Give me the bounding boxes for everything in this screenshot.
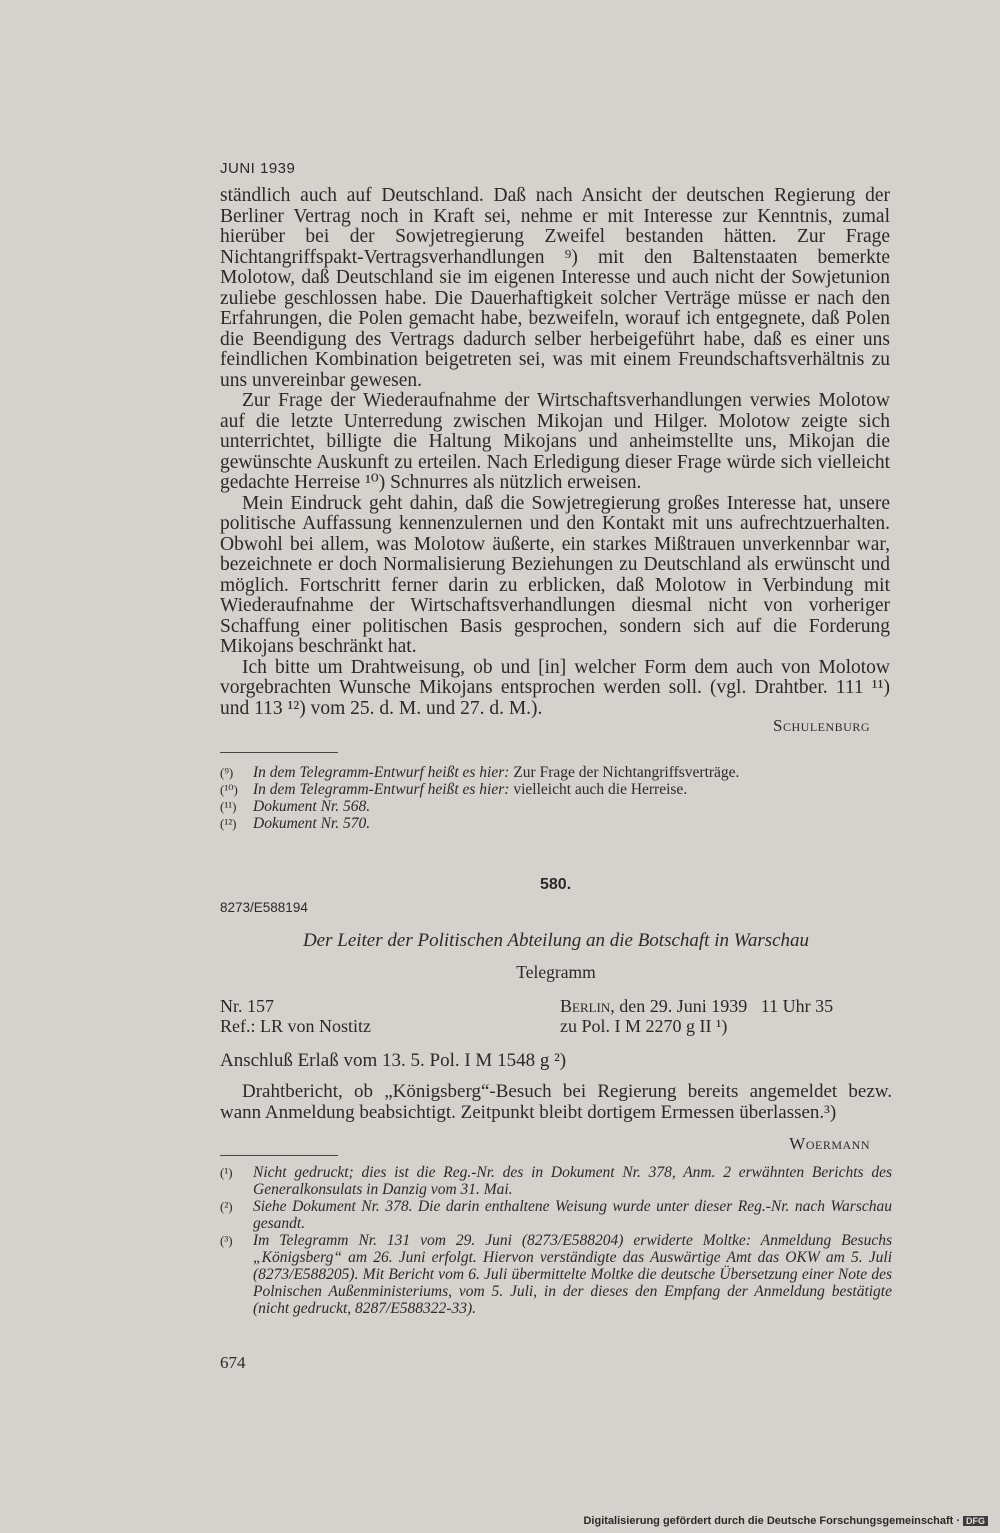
footnote-number: (²) bbox=[220, 1199, 233, 1214]
footnote-text: Siehe Dokument Nr. 378. Die darin enthaltene Weisung wurde unter dieser Reg.-Nr. nach Warschau gesandt. bbox=[253, 1198, 892, 1232]
dfg-logo: DFG bbox=[963, 1516, 988, 1526]
paragraph: Zur Frage der Wiederaufnahme der Wirtschaftsverhandlungen verwies Molotow auf die letzte Unterredung zwischen Mikojan und Hilger. Molotow zeigte sich unterrichtet, billigte die Haltung Mikojans und anheimstellte uns, Mikojan die gewünschte Auskunft zu erteilen. Nach Erledigung dieser Frage würde sich vielleicht gedachte Herreise ¹⁰) Schnurres als nützlich erweisen. bbox=[220, 390, 890, 493]
footnote bbox=[220, 1232, 892, 1317]
footnote bbox=[220, 781, 892, 798]
footnote-italic: Dokument Nr. 570. bbox=[253, 815, 371, 832]
telegram-ref: Ref.: LR von Nostitz bbox=[220, 1016, 371, 1036]
footnote-text: vielleicht auch die Herreise. bbox=[509, 781, 688, 798]
footnote-number: (⁹) bbox=[220, 765, 234, 780]
dfg-credit bbox=[583, 1515, 988, 1527]
telegram-body: Drahtbericht, ob „Königsberg“-Besuch bei Regierung bereits angemeldet bezw. wann Anmeldung beabsichtigt. Zeitpunkt bleibt dortigem Ermessen überlassen.³) bbox=[220, 1081, 892, 1123]
footnote bbox=[220, 1198, 892, 1232]
document-title: Der Leiter der Politischen Abteilung an die Botschaft in Warschau bbox=[302, 930, 810, 951]
telegram-date: , den 29. Juni 1939 11 Uhr 35 bbox=[610, 996, 834, 1016]
telegram-meta-right bbox=[560, 996, 833, 1036]
footnote-divider bbox=[220, 1155, 338, 1156]
telegram-meta-left bbox=[220, 996, 371, 1036]
paragraph: ständlich auch auf Deutschland. Daß nach Ansicht der deutschen Regierung der Berliner Vertrag noch in Kraft sei, nehme er mit Interesse zur Kenntnis, zumal hierüber bei der Sowjetregierung Zweifel bestanden hätten. Zur Frage Nichtangriffspakt-Vertragsverhandlungen ⁹) mit den Baltenstaaten bemerkte Molotow, daß Deutschland sie im eigenen Interesse und auch nicht der Sowjetunion zuliebe geschlossen habe. Die Dauerhaftigkeit solcher Verträge müsse er nach den Erfahrungen, die Polen gemacht habe, bezweifeln, worauf ich entgegnete, daß Polen die Beendigung des Vertrags dadurch selber herbeigeführt habe, daß es einer uns feindlichen Kombination beigetreten sei, was mit einem Freundschaftsverhältnis zu uns unvereinbar gewesen. bbox=[220, 185, 890, 391]
footnote-italic: In dem Telegramm-Entwurf heißt es hier: bbox=[253, 764, 510, 781]
footnote-number: (¹⁰) bbox=[220, 782, 238, 797]
footnotes-first bbox=[220, 764, 892, 832]
signature-woermann: Woermann bbox=[789, 1134, 870, 1153]
telegram-nr: Nr. 157 bbox=[220, 996, 274, 1016]
footnote-number: (¹) bbox=[220, 1165, 233, 1180]
footnote-italic: In dem Telegramm-Entwurf heißt es hier: bbox=[253, 781, 510, 798]
letter-body bbox=[220, 186, 890, 719]
signature-schulenburg: Schulenburg bbox=[773, 716, 870, 735]
footnote bbox=[220, 815, 892, 832]
footnote bbox=[220, 798, 892, 815]
page-number: 674 bbox=[220, 1353, 246, 1372]
footnote-text: Zur Frage der Nichtangriffsverträge. bbox=[509, 764, 740, 781]
telegram-place: Berlin bbox=[560, 996, 611, 1016]
footnote-number: (¹²) bbox=[220, 816, 237, 831]
footnotes-second bbox=[220, 1164, 892, 1317]
dfg-credit-text: Digitalisierung gefördert durch die Deutsche Forschungsgemeinschaft · bbox=[583, 1515, 960, 1527]
running-header: JUNI 1939 bbox=[220, 160, 296, 177]
paragraph: Ich bitte um Drahtweisung, ob und [in] welcher Form dem auch von Molotow vorgebrachten Wunsche Mikojans entsprochen werden soll. (vgl. Drahtber. 111 ¹¹) und 113 ¹²) vom 25. d. M. und 27. d. M.). bbox=[220, 656, 890, 719]
footnote-number: (³) bbox=[220, 1233, 233, 1248]
footnote-text: Nicht gedruckt; dies ist die Reg.-Nr. des in Dokument Nr. 378, Anm. 2 erwähnten Berichts des Generalkonsulats in Danzig vom 31. Mai. bbox=[253, 1164, 892, 1198]
file-number: 8273/E588194 bbox=[220, 900, 308, 915]
document-type: Telegramm bbox=[516, 962, 596, 982]
footnote-italic: Dokument Nr. 568. bbox=[253, 798, 371, 815]
telegram-pol: zu Pol. I M 2270 g II ¹) bbox=[560, 1016, 728, 1036]
footnote-number: (¹¹) bbox=[220, 799, 237, 814]
footnote bbox=[220, 1164, 892, 1198]
document-number: 580. bbox=[540, 876, 572, 893]
footnote-divider bbox=[220, 752, 338, 753]
anschluss-line: Anschluß Erlaß vom 13. 5. Pol. I M 1548 g ²) bbox=[220, 1050, 567, 1071]
paragraph: Mein Eindruck geht dahin, daß die Sowjetregierung großes Interesse hat, unsere politische Auffassung kennenzulernen und den Kontakt mit uns aufrechtzuerhalten. Obwohl bei allem, was Molotow äußerte, ein starkes Mißtrauen unverkennbar war, bezeichnete er doch Normalisierung Beziehungen zu Deutschland als erwünscht und möglich. Fortschritt ferner darin zu erblicken, daß Molotow in Verbindung mit Wiederaufnahme der Wirtschaftsverhandlungen diesmal nicht von vorheriger Schaffung einer politischen Basis gesprochen, sondern sich auf die Forderung Mikojans beschränkt hat. bbox=[220, 492, 890, 657]
footnote-text: Im Telegramm Nr. 131 vom 29. Juni (8273/E588204) erwiderte Moltke: Anmeldung Besuchs „Königsberg“ am 26. Juni erfolgt. Hiervon verständigte das Auswärtige Amt das OKW am 5. Juli (8273/E588205). Mit Bericht vom 6. Juli übermittelte Moltke die deutsche Übersetzung einer Note des Polnischen Außenministeriums, vom 5. Juli, in der dieses den Empfang der Anmeldung bestätigte (nicht gedruckt, 8287/E588322-33). bbox=[253, 1232, 892, 1317]
footnote bbox=[220, 764, 892, 781]
